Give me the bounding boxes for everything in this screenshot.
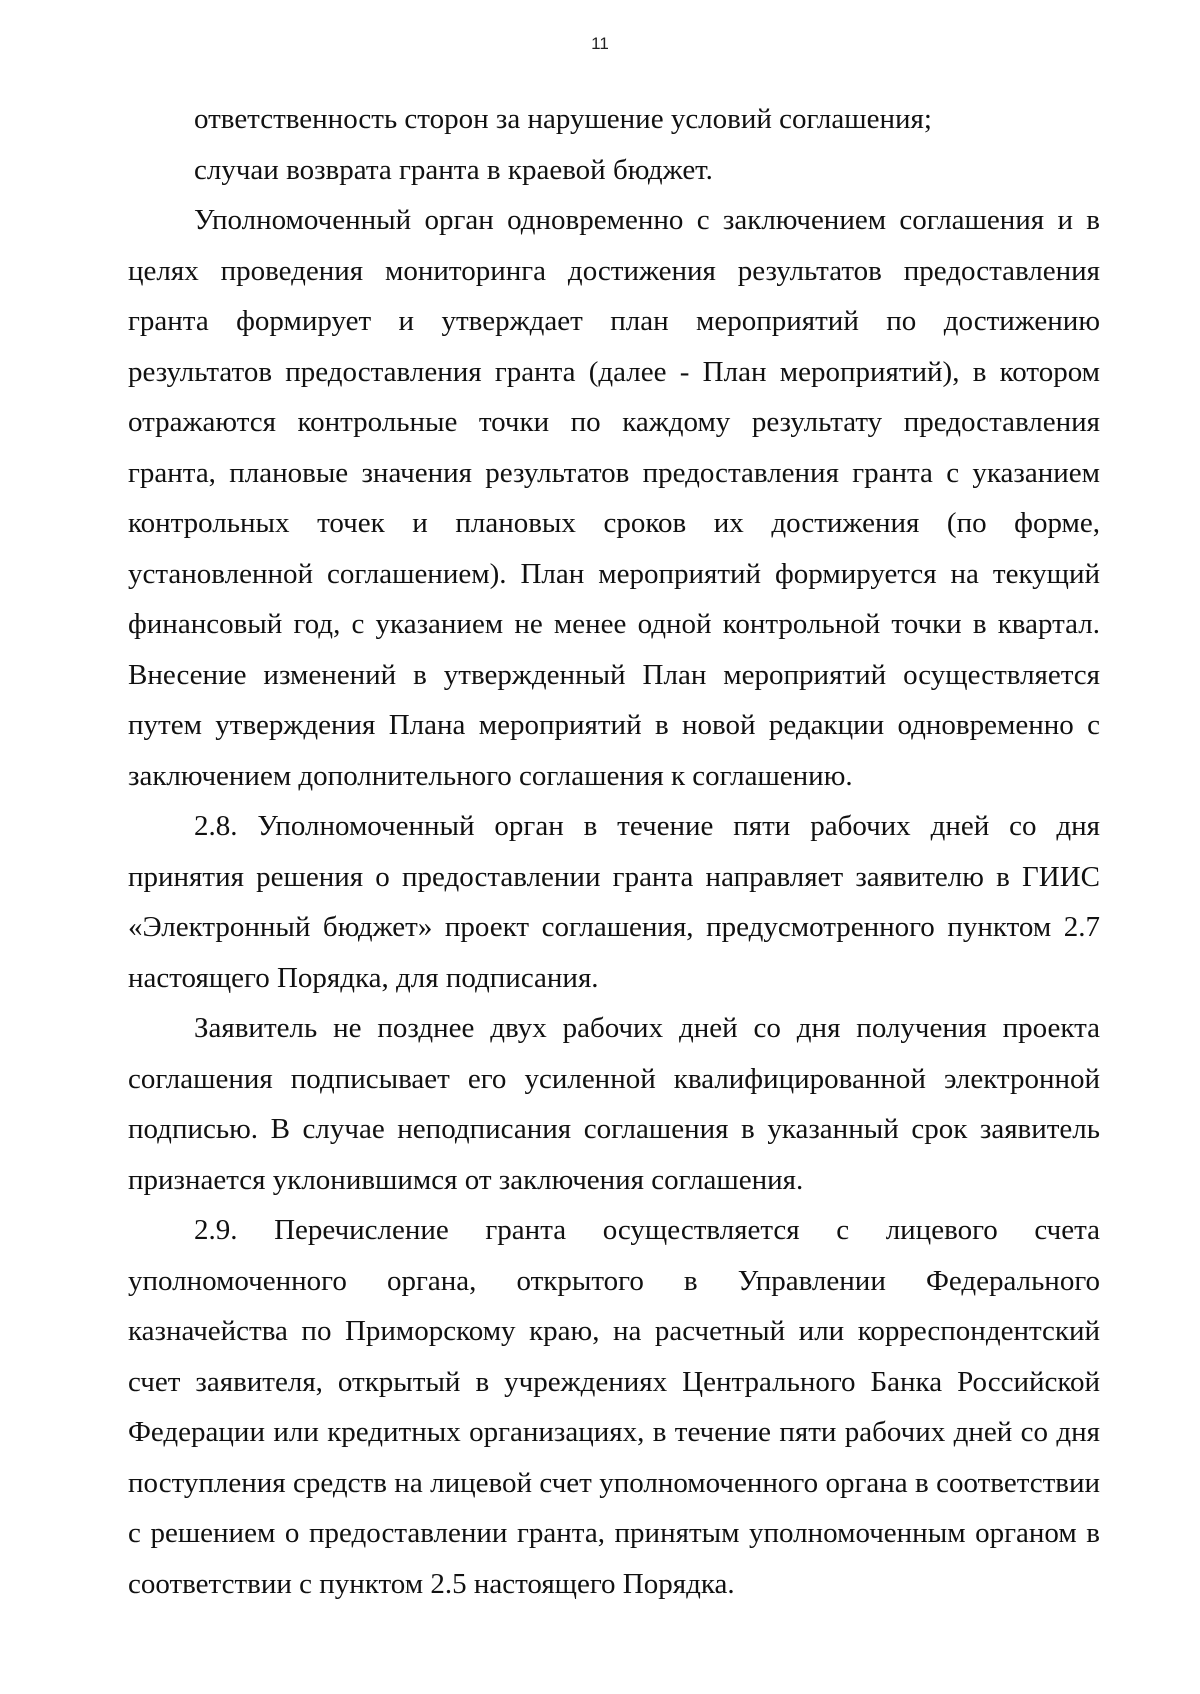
paragraph-grant-return: случаи возврата гранта в краевой бюджет. xyxy=(194,153,713,186)
paragraph-applicant-signature: Заявитель не позднее двух рабочих дней со дня получения проекта соглашения подписывает его усиленной квалифицированной электронной подписью. В случае неподписания соглашения в указанный срок заявитель признается уклонившимся от заключения соглашения. xyxy=(128,1012,1100,1196)
page-number: 11 xyxy=(591,34,609,53)
paragraph-2-9: 2.9. Перечисление гранта осуществляется с лицевого счета уполномоченного органа, открытого в Управлении Федерального казначейства по Приморскому краю, на расчетный или корреспондентский счет заявителя, открытый в учреждениях Центрального Банка Российской Федерации или кредитных организациях, в течение пяти рабочих дней со дня поступления средств на лицевой счет уполномоченного органа в соответствии с решением о предоставлении гранта, принятым уполномоченным органом в соответствии с пунктом 2.5 настоящего Порядка. xyxy=(128,1214,1100,1600)
paragraph-liability: ответственность сторон за нарушение условий соглашения; xyxy=(194,103,932,135)
document-body xyxy=(128,94,1100,1609)
paragraph-2-8: 2.8. Уполномоченный орган в течение пяти рабочих дней со дня принятия решения о предоставлении гранта направляет заявителю в ГИИС «Электронный бюджет» проект соглашения, предусмотренного пунктом 2.7 настоящего Порядка, для подписания. xyxy=(128,810,1100,994)
paragraph-action-plan: Уполномоченный орган одновременно с заключением соглашения и в целях проведения мониторинга достижения результатов предоставления гранта формирует и утверждает план мероприятий по достижению результатов предоставления гранта (далее - План мероприятий), в котором отражаются контрольные точки по каждому результату предоставления гранта, плановые значения результатов предоставления гранта с указанием контрольных точек и плановых сроков их достижения (по форме, установленной соглашением). План мероприятий формируется на текущий финансовый год, с указанием не менее одной контрольной точки в квартал. Внесение изменений в утвержденный План мероприятий осуществляется путем утверждения Плана мероприятий в новой редакции одновременно с заключением дополнительного соглашения к соглашению. xyxy=(128,204,1100,792)
